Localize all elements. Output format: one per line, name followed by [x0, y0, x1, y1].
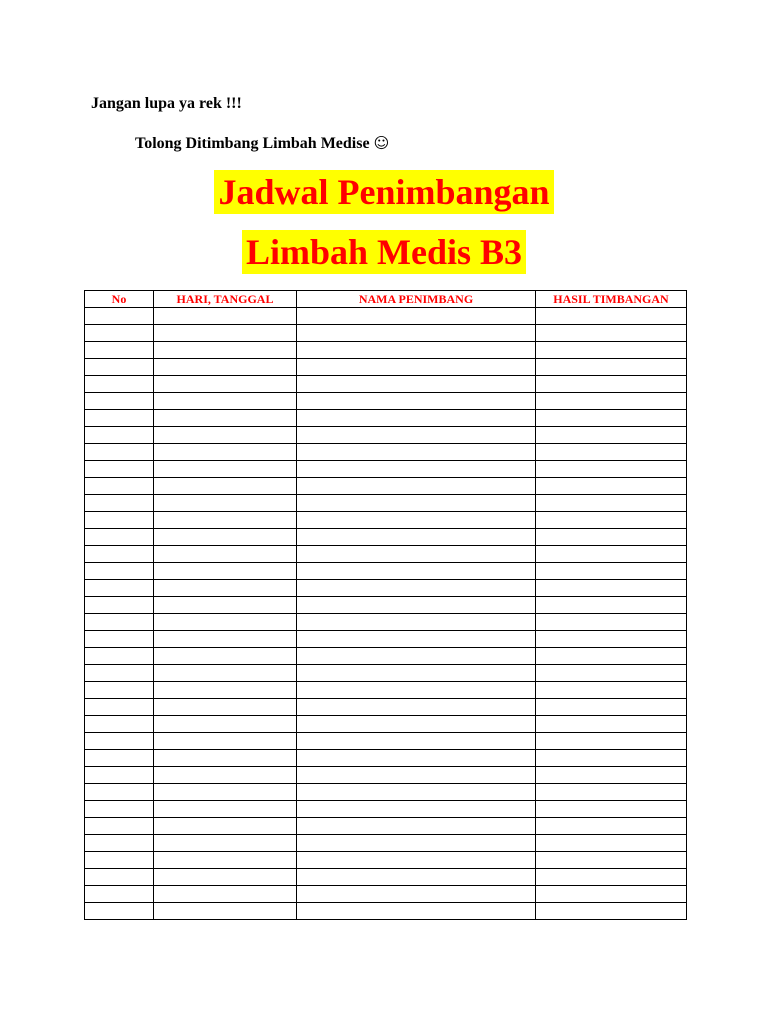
column-header-weigher-name: NAMA PENIMBANG [297, 291, 536, 308]
cell-date[interactable] [154, 903, 297, 920]
cell-weigher-name[interactable] [297, 835, 536, 852]
cell-no[interactable] [85, 495, 154, 512]
cell-date[interactable] [154, 767, 297, 784]
cell-weigher-name[interactable] [297, 733, 536, 750]
cell-weigher-name[interactable] [297, 750, 536, 767]
cell-weigher-name[interactable] [297, 410, 536, 427]
cell-no[interactable] [85, 784, 154, 801]
cell-weight-result[interactable] [536, 767, 687, 784]
table-row [85, 750, 687, 767]
cell-date[interactable] [154, 699, 297, 716]
cell-weigher-name[interactable] [297, 903, 536, 920]
table-row [85, 478, 687, 495]
cell-weigher-name[interactable] [297, 665, 536, 682]
table-row [85, 716, 687, 733]
table-row [85, 784, 687, 801]
reminder-line-1 [91, 94, 242, 114]
cell-no[interactable] [85, 665, 154, 682]
cell-date[interactable] [154, 342, 297, 359]
cell-weight-result[interactable] [536, 682, 687, 699]
cell-weight-result[interactable] [536, 546, 687, 563]
cell-no[interactable] [85, 699, 154, 716]
cell-weight-result[interactable] [536, 597, 687, 614]
cell-date[interactable] [154, 835, 297, 852]
title-block-2 [0, 230, 768, 274]
cell-no[interactable] [85, 801, 154, 818]
cell-no[interactable] [85, 444, 154, 461]
column-header-weight-result: HASIL TIMBANGAN [536, 291, 687, 308]
cell-weight-result[interactable] [536, 563, 687, 580]
table-row [85, 767, 687, 784]
cell-weigher-name[interactable] [297, 495, 536, 512]
cell-no[interactable] [85, 733, 154, 750]
table-row [85, 529, 687, 546]
cell-no[interactable] [85, 597, 154, 614]
smiley-icon: ☺ [373, 134, 390, 152]
table-row [85, 614, 687, 631]
cell-weigher-name[interactable] [297, 461, 536, 478]
reminder-text-2: Tolong Ditimbang Limbah Medise [135, 135, 370, 152]
cell-weigher-name[interactable] [297, 478, 536, 495]
cell-no[interactable] [85, 886, 154, 903]
cell-date[interactable] [154, 512, 297, 529]
table-row [85, 444, 687, 461]
cell-weigher-name[interactable] [297, 886, 536, 903]
cell-weight-result[interactable] [536, 393, 687, 410]
cell-no[interactable] [85, 410, 154, 427]
cell-weight-result[interactable] [536, 376, 687, 393]
cell-weigher-name[interactable] [297, 359, 536, 376]
cell-no[interactable] [85, 461, 154, 478]
cell-no[interactable] [85, 546, 154, 563]
cell-no[interactable] [85, 631, 154, 648]
cell-weight-result[interactable] [536, 529, 687, 546]
cell-no[interactable] [85, 903, 154, 920]
cell-weigher-name[interactable] [297, 563, 536, 580]
cell-no[interactable] [85, 750, 154, 767]
cell-weight-result[interactable] [536, 580, 687, 597]
cell-date[interactable] [154, 665, 297, 682]
table-row [85, 801, 687, 818]
table-row [85, 342, 687, 359]
cell-weight-result[interactable] [536, 903, 687, 920]
table-row [85, 325, 687, 342]
cell-date[interactable] [154, 784, 297, 801]
reminder-text-1: Jangan lupa ya rek !!! [91, 95, 242, 112]
cell-date[interactable] [154, 529, 297, 546]
cell-weight-result[interactable] [536, 325, 687, 342]
cell-date[interactable] [154, 597, 297, 614]
table-row [85, 818, 687, 835]
cell-date[interactable] [154, 410, 297, 427]
cell-weight-result[interactable] [536, 784, 687, 801]
cell-date[interactable] [154, 648, 297, 665]
cell-no[interactable] [85, 342, 154, 359]
title-block-1 [0, 170, 768, 214]
cell-date[interactable] [154, 818, 297, 835]
cell-no[interactable] [85, 325, 154, 342]
cell-date[interactable] [154, 750, 297, 767]
cell-weigher-name[interactable] [297, 529, 536, 546]
cell-weigher-name[interactable] [297, 614, 536, 631]
cell-no[interactable] [85, 682, 154, 699]
cell-weigher-name[interactable] [297, 342, 536, 359]
cell-weight-result[interactable] [536, 631, 687, 648]
cell-weight-result[interactable] [536, 478, 687, 495]
cell-weigher-name[interactable] [297, 818, 536, 835]
cell-weight-result[interactable] [536, 444, 687, 461]
table-row [85, 512, 687, 529]
table-row [85, 546, 687, 563]
document-title-line-1: Jadwal Penimbangan [214, 170, 553, 214]
cell-no[interactable] [85, 648, 154, 665]
cell-date[interactable] [154, 359, 297, 376]
cell-date[interactable] [154, 869, 297, 886]
table-row [85, 597, 687, 614]
cell-date[interactable] [154, 325, 297, 342]
table-row [85, 733, 687, 750]
cell-weigher-name[interactable] [297, 444, 536, 461]
reminder-line-2 [135, 133, 389, 154]
cell-weigher-name[interactable] [297, 597, 536, 614]
cell-weight-result[interactable] [536, 512, 687, 529]
table-row [85, 376, 687, 393]
cell-weight-result[interactable] [536, 359, 687, 376]
table-row [85, 886, 687, 903]
cell-weight-result[interactable] [536, 886, 687, 903]
cell-weigher-name[interactable] [297, 580, 536, 597]
table-header-row [85, 291, 687, 308]
cell-no[interactable] [85, 580, 154, 597]
cell-weight-result[interactable] [536, 665, 687, 682]
table-row [85, 308, 687, 325]
table-row [85, 869, 687, 886]
cell-weight-result[interactable] [536, 750, 687, 767]
cell-date[interactable] [154, 614, 297, 631]
cell-weight-result[interactable] [536, 308, 687, 325]
cell-no[interactable] [85, 716, 154, 733]
cell-weight-result[interactable] [536, 852, 687, 869]
table-row [85, 393, 687, 410]
cell-date[interactable] [154, 733, 297, 750]
cell-weight-result[interactable] [536, 461, 687, 478]
cell-weigher-name[interactable] [297, 308, 536, 325]
cell-weigher-name[interactable] [297, 648, 536, 665]
cell-weigher-name[interactable] [297, 699, 536, 716]
column-header-date: HARI, TANGGAL [154, 291, 297, 308]
cell-weigher-name[interactable] [297, 869, 536, 886]
cell-date[interactable] [154, 580, 297, 597]
cell-no[interactable] [85, 563, 154, 580]
cell-weight-result[interactable] [536, 427, 687, 444]
cell-weight-result[interactable] [536, 648, 687, 665]
table-row [85, 461, 687, 478]
table-row [85, 699, 687, 716]
cell-date[interactable] [154, 427, 297, 444]
cell-date[interactable] [154, 478, 297, 495]
cell-weigher-name[interactable] [297, 784, 536, 801]
cell-weight-result[interactable] [536, 716, 687, 733]
cell-weight-result[interactable] [536, 699, 687, 716]
table-row [85, 495, 687, 512]
cell-weight-result[interactable] [536, 342, 687, 359]
table-row [85, 427, 687, 444]
cell-weigher-name[interactable] [297, 427, 536, 444]
cell-no[interactable] [85, 529, 154, 546]
cell-date[interactable] [154, 682, 297, 699]
weighing-log-table [84, 290, 687, 920]
table-row [85, 648, 687, 665]
table-row [85, 682, 687, 699]
cell-date[interactable] [154, 716, 297, 733]
cell-date[interactable] [154, 495, 297, 512]
cell-date[interactable] [154, 801, 297, 818]
table-row [85, 665, 687, 682]
table-row [85, 563, 687, 580]
cell-date[interactable] [154, 376, 297, 393]
cell-weight-result[interactable] [536, 801, 687, 818]
table-row [85, 359, 687, 376]
cell-date[interactable] [154, 393, 297, 410]
cell-no[interactable] [85, 767, 154, 784]
table-row [85, 631, 687, 648]
cell-date[interactable] [154, 308, 297, 325]
document-title-line-2: Limbah Medis B3 [242, 230, 526, 274]
cell-weight-result[interactable] [536, 495, 687, 512]
cell-no[interactable] [85, 869, 154, 886]
cell-weigher-name[interactable] [297, 325, 536, 342]
cell-no[interactable] [85, 852, 154, 869]
cell-weight-result[interactable] [536, 410, 687, 427]
cell-weigher-name[interactable] [297, 852, 536, 869]
cell-no[interactable] [85, 359, 154, 376]
table-row [85, 903, 687, 920]
cell-weigher-name[interactable] [297, 631, 536, 648]
cell-weight-result[interactable] [536, 614, 687, 631]
cell-weight-result[interactable] [536, 835, 687, 852]
cell-no[interactable] [85, 512, 154, 529]
cell-date[interactable] [154, 444, 297, 461]
cell-date[interactable] [154, 461, 297, 478]
cell-weight-result[interactable] [536, 733, 687, 750]
cell-no[interactable] [85, 614, 154, 631]
cell-date[interactable] [154, 886, 297, 903]
column-header-no: No [85, 291, 154, 308]
cell-weight-result[interactable] [536, 818, 687, 835]
cell-weigher-name[interactable] [297, 682, 536, 699]
cell-weight-result[interactable] [536, 869, 687, 886]
table-row [85, 580, 687, 597]
cell-no[interactable] [85, 376, 154, 393]
cell-no[interactable] [85, 427, 154, 444]
cell-no[interactable] [85, 835, 154, 852]
cell-date[interactable] [154, 563, 297, 580]
cell-weigher-name[interactable] [297, 801, 536, 818]
cell-weigher-name[interactable] [297, 512, 536, 529]
cell-no[interactable] [85, 393, 154, 410]
cell-date[interactable] [154, 852, 297, 869]
table-row [85, 410, 687, 427]
cell-weigher-name[interactable] [297, 546, 536, 563]
table-body [85, 308, 687, 920]
cell-date[interactable] [154, 631, 297, 648]
cell-no[interactable] [85, 308, 154, 325]
cell-weigher-name[interactable] [297, 393, 536, 410]
cell-weigher-name[interactable] [297, 376, 536, 393]
cell-no[interactable] [85, 478, 154, 495]
table-row [85, 852, 687, 869]
cell-weigher-name[interactable] [297, 716, 536, 733]
table-row [85, 835, 687, 852]
cell-no[interactable] [85, 818, 154, 835]
cell-date[interactable] [154, 546, 297, 563]
cell-weigher-name[interactable] [297, 767, 536, 784]
